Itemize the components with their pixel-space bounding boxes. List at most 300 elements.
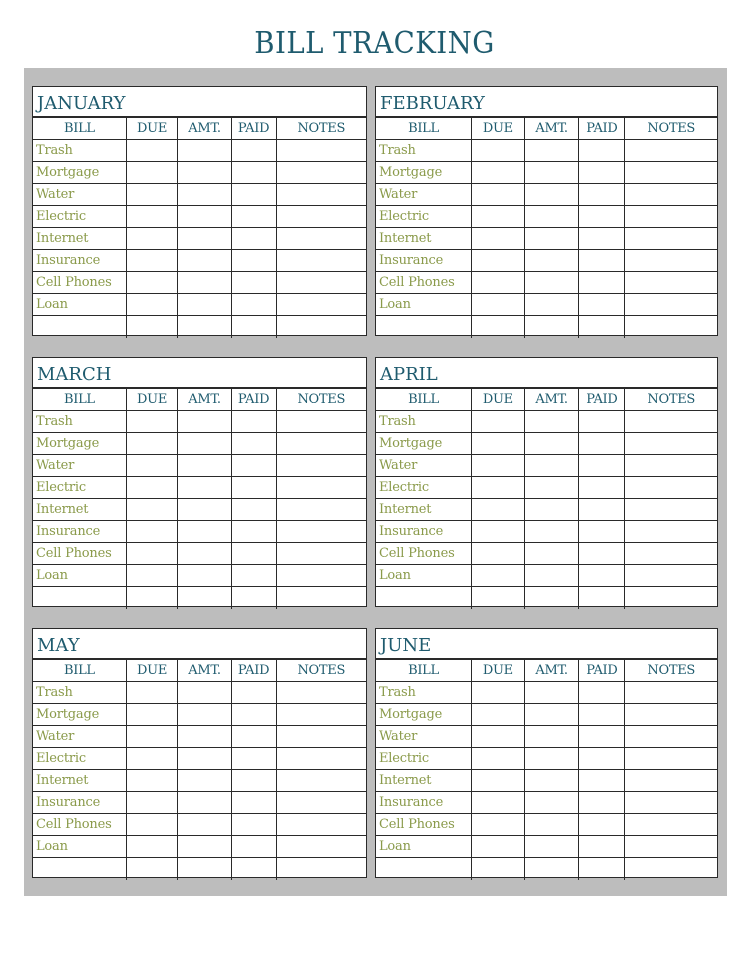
notes-cell[interactable]: [625, 858, 717, 880]
bill-label: Electric: [376, 206, 471, 228]
bill-label: Loan: [33, 565, 126, 587]
column-header: AMT.: [178, 118, 231, 140]
paid-cell[interactable]: [231, 272, 276, 294]
due-cell[interactable]: [471, 272, 524, 294]
bill-label: Insurance: [376, 521, 471, 543]
notes-cell[interactable]: [625, 726, 717, 748]
bill-label: Water: [33, 726, 126, 748]
notes-cell[interactable]: [276, 792, 366, 814]
paid-cell[interactable]: [579, 140, 625, 162]
bill-label: Mortgage: [376, 433, 471, 455]
amount-cell[interactable]: [524, 543, 579, 565]
due-cell[interactable]: [126, 814, 178, 836]
notes-cell[interactable]: [625, 770, 717, 792]
due-cell[interactable]: [471, 411, 524, 433]
paid-cell[interactable]: [231, 682, 276, 704]
column-header: BILL: [376, 389, 471, 411]
table-row: [33, 433, 366, 455]
notes-cell[interactable]: [276, 162, 366, 184]
column-header: PAID: [231, 389, 276, 411]
table-row: [376, 858, 717, 880]
amount-cell[interactable]: [524, 228, 579, 250]
amount-cell[interactable]: [178, 411, 231, 433]
bill-label: Internet: [376, 499, 471, 521]
due-cell[interactable]: [126, 433, 178, 455]
bill-label: Water: [376, 726, 471, 748]
table-row: [33, 748, 366, 770]
notes-cell[interactable]: [625, 316, 717, 338]
due-cell[interactable]: [126, 272, 178, 294]
due-cell[interactable]: [471, 814, 524, 836]
month-grid: [32, 86, 718, 878]
notes-cell[interactable]: [276, 814, 366, 836]
table-row: [33, 726, 366, 748]
due-cell[interactable]: [126, 499, 178, 521]
table-row: [376, 836, 717, 858]
bill-label: Insurance: [376, 792, 471, 814]
due-cell[interactable]: [126, 587, 178, 609]
amount-cell[interactable]: [178, 294, 231, 316]
month-card-march: [32, 357, 367, 607]
paid-cell[interactable]: [579, 770, 625, 792]
due-cell[interactable]: [126, 184, 178, 206]
notes-cell[interactable]: [276, 228, 366, 250]
due-cell[interactable]: [126, 770, 178, 792]
notes-cell[interactable]: [625, 682, 717, 704]
paid-cell[interactable]: [231, 726, 276, 748]
due-cell[interactable]: [471, 499, 524, 521]
amount-cell[interactable]: [178, 565, 231, 587]
due-cell[interactable]: [126, 455, 178, 477]
paid-cell[interactable]: [231, 162, 276, 184]
due-cell[interactable]: [471, 682, 524, 704]
notes-cell[interactable]: [625, 499, 717, 521]
bill-label: Trash: [33, 140, 126, 162]
bill-label: Mortgage: [33, 162, 126, 184]
paid-cell[interactable]: [231, 206, 276, 228]
notes-cell[interactable]: [625, 206, 717, 228]
paid-cell[interactable]: [231, 228, 276, 250]
notes-cell[interactable]: [625, 814, 717, 836]
notes-cell[interactable]: [276, 455, 366, 477]
amount-cell[interactable]: [178, 748, 231, 770]
due-cell[interactable]: [471, 250, 524, 272]
month-card-april: [375, 357, 718, 607]
due-cell[interactable]: [126, 726, 178, 748]
amount-cell[interactable]: [178, 770, 231, 792]
column-header: BILL: [33, 389, 126, 411]
amount-cell[interactable]: [178, 543, 231, 565]
paid-cell[interactable]: [231, 792, 276, 814]
amount-cell[interactable]: [178, 272, 231, 294]
column-header: NOTES: [276, 660, 366, 682]
due-cell[interactable]: [471, 477, 524, 499]
table-row: [33, 836, 366, 858]
notes-cell[interactable]: [625, 250, 717, 272]
paid-cell[interactable]: [231, 543, 276, 565]
paid-cell[interactable]: [579, 455, 625, 477]
notes-cell[interactable]: [276, 477, 366, 499]
due-cell[interactable]: [471, 316, 524, 338]
notes-cell[interactable]: [625, 565, 717, 587]
table-row: [376, 433, 717, 455]
table-row: [376, 565, 717, 587]
amount-cell[interactable]: [178, 228, 231, 250]
notes-cell[interactable]: [276, 836, 366, 858]
table-row: [33, 140, 366, 162]
amount-cell[interactable]: [178, 521, 231, 543]
paid-cell[interactable]: [579, 726, 625, 748]
notes-cell[interactable]: [276, 140, 366, 162]
table-row: [376, 455, 717, 477]
column-header: DUE: [126, 389, 178, 411]
amount-cell[interactable]: [524, 726, 579, 748]
notes-cell[interactable]: [276, 499, 366, 521]
due-cell[interactable]: [471, 543, 524, 565]
notes-cell[interactable]: [625, 411, 717, 433]
due-cell[interactable]: [126, 836, 178, 858]
column-header: AMT.: [524, 118, 579, 140]
column-header: BILL: [33, 118, 126, 140]
notes-cell[interactable]: [276, 272, 366, 294]
amount-cell[interactable]: [178, 184, 231, 206]
notes-cell[interactable]: [625, 272, 717, 294]
amount-cell[interactable]: [524, 521, 579, 543]
bill-label: Cell Phones: [376, 814, 471, 836]
column-header: AMT.: [178, 660, 231, 682]
paid-cell[interactable]: [579, 206, 625, 228]
paid-cell[interactable]: [579, 411, 625, 433]
amount-cell[interactable]: [178, 206, 231, 228]
notes-cell[interactable]: [625, 521, 717, 543]
due-cell[interactable]: [126, 250, 178, 272]
due-cell[interactable]: [471, 748, 524, 770]
paid-cell[interactable]: [579, 682, 625, 704]
amount-cell[interactable]: [524, 455, 579, 477]
bill-label: Mortgage: [33, 433, 126, 455]
notes-cell[interactable]: [625, 477, 717, 499]
paid-cell[interactable]: [579, 565, 625, 587]
bill-label: Water: [33, 455, 126, 477]
bill-label: [33, 858, 126, 880]
notes-cell[interactable]: [625, 162, 717, 184]
notes-cell[interactable]: [276, 704, 366, 726]
bill-label: Electric: [376, 477, 471, 499]
bill-label: Insurance: [33, 792, 126, 814]
bill-label: [33, 587, 126, 609]
amount-cell[interactable]: [178, 792, 231, 814]
bill-label: [33, 316, 126, 338]
paid-cell[interactable]: [231, 858, 276, 880]
amount-cell[interactable]: [178, 499, 231, 521]
table-row: [33, 206, 366, 228]
table-row: [33, 704, 366, 726]
due-cell[interactable]: [471, 858, 524, 880]
amount-cell[interactable]: [524, 748, 579, 770]
amount-cell[interactable]: [524, 499, 579, 521]
column-header: PAID: [579, 118, 625, 140]
due-cell[interactable]: [126, 206, 178, 228]
amount-cell[interactable]: [524, 792, 579, 814]
notes-cell[interactable]: [625, 140, 717, 162]
bill-label: Trash: [376, 682, 471, 704]
bill-label: [376, 858, 471, 880]
due-cell[interactable]: [126, 543, 178, 565]
due-cell[interactable]: [471, 836, 524, 858]
bill-label: Cell Phones: [376, 543, 471, 565]
paid-cell[interactable]: [579, 228, 625, 250]
due-cell[interactable]: [471, 228, 524, 250]
due-cell[interactable]: [126, 704, 178, 726]
paid-cell[interactable]: [579, 748, 625, 770]
notes-cell[interactable]: [625, 587, 717, 609]
due-cell[interactable]: [471, 792, 524, 814]
due-cell[interactable]: [471, 294, 524, 316]
due-cell[interactable]: [126, 316, 178, 338]
paid-cell[interactable]: [231, 704, 276, 726]
due-cell[interactable]: [471, 206, 524, 228]
paid-cell[interactable]: [579, 433, 625, 455]
table-row: [376, 748, 717, 770]
table-row: [33, 228, 366, 250]
table-row: [376, 162, 717, 184]
paid-cell[interactable]: [231, 294, 276, 316]
paid-cell[interactable]: [579, 836, 625, 858]
notes-cell[interactable]: [276, 316, 366, 338]
notes-cell[interactable]: [276, 565, 366, 587]
bill-label: Internet: [33, 228, 126, 250]
notes-cell[interactable]: [276, 748, 366, 770]
amount-cell[interactable]: [524, 272, 579, 294]
table-header-row: [33, 660, 366, 682]
notes-cell[interactable]: [276, 587, 366, 609]
bill-label: Electric: [33, 477, 126, 499]
paid-cell[interactable]: [231, 184, 276, 206]
amount-cell[interactable]: [524, 140, 579, 162]
due-cell[interactable]: [471, 704, 524, 726]
notes-cell[interactable]: [276, 770, 366, 792]
table-row: [376, 294, 717, 316]
bill-label: Internet: [376, 770, 471, 792]
due-cell[interactable]: [471, 184, 524, 206]
paid-cell[interactable]: [579, 162, 625, 184]
column-header: DUE: [126, 118, 178, 140]
notes-cell[interactable]: [625, 836, 717, 858]
notes-cell[interactable]: [276, 726, 366, 748]
paid-cell[interactable]: [579, 814, 625, 836]
amount-cell[interactable]: [178, 433, 231, 455]
bill-label: Water: [376, 184, 471, 206]
notes-cell[interactable]: [276, 543, 366, 565]
amount-cell[interactable]: [524, 184, 579, 206]
paid-cell[interactable]: [579, 858, 625, 880]
paid-cell[interactable]: [579, 521, 625, 543]
bill-label: Water: [33, 184, 126, 206]
column-header: PAID: [579, 660, 625, 682]
due-cell[interactable]: [471, 455, 524, 477]
bill-label: Mortgage: [33, 704, 126, 726]
month-card-january: [32, 86, 367, 336]
bill-label: Cell Phones: [33, 272, 126, 294]
paid-cell[interactable]: [231, 411, 276, 433]
amount-cell[interactable]: [178, 726, 231, 748]
bill-label: Trash: [376, 411, 471, 433]
paid-cell[interactable]: [231, 499, 276, 521]
column-header: DUE: [471, 660, 524, 682]
paid-cell[interactable]: [231, 770, 276, 792]
paid-cell[interactable]: [231, 316, 276, 338]
column-header: NOTES: [625, 389, 717, 411]
paid-cell[interactable]: [579, 587, 625, 609]
due-cell[interactable]: [471, 433, 524, 455]
paid-cell[interactable]: [579, 294, 625, 316]
amount-cell[interactable]: [524, 770, 579, 792]
paid-cell[interactable]: [231, 455, 276, 477]
bill-table: [376, 117, 717, 338]
column-header: PAID: [231, 118, 276, 140]
amount-cell[interactable]: [178, 140, 231, 162]
notes-cell[interactable]: [625, 228, 717, 250]
bill-table: [376, 659, 717, 880]
due-cell[interactable]: [471, 770, 524, 792]
table-row: [33, 565, 366, 587]
due-cell[interactable]: [471, 565, 524, 587]
table-row: [376, 228, 717, 250]
notes-cell[interactable]: [276, 250, 366, 272]
bill-label: Trash: [33, 682, 126, 704]
paid-cell[interactable]: [231, 433, 276, 455]
table-row: [376, 272, 717, 294]
column-header: PAID: [231, 660, 276, 682]
due-cell[interactable]: [126, 858, 178, 880]
due-cell[interactable]: [126, 294, 178, 316]
paid-cell[interactable]: [231, 814, 276, 836]
amount-cell[interactable]: [524, 704, 579, 726]
paid-cell[interactable]: [579, 272, 625, 294]
due-cell[interactable]: [126, 140, 178, 162]
notes-cell[interactable]: [625, 184, 717, 206]
amount-cell[interactable]: [178, 455, 231, 477]
paid-cell[interactable]: [231, 836, 276, 858]
paid-cell[interactable]: [231, 477, 276, 499]
bill-label: Electric: [33, 748, 126, 770]
bill-table: [376, 388, 717, 609]
due-cell[interactable]: [471, 140, 524, 162]
due-cell[interactable]: [126, 521, 178, 543]
paid-cell[interactable]: [231, 565, 276, 587]
due-cell[interactable]: [126, 228, 178, 250]
paid-cell[interactable]: [231, 748, 276, 770]
notes-cell[interactable]: [276, 184, 366, 206]
amount-cell[interactable]: [178, 682, 231, 704]
due-cell[interactable]: [126, 682, 178, 704]
due-cell[interactable]: [126, 565, 178, 587]
amount-cell[interactable]: [524, 294, 579, 316]
paid-cell[interactable]: [579, 499, 625, 521]
due-cell[interactable]: [471, 587, 524, 609]
amount-cell[interactable]: [178, 250, 231, 272]
table-header-row: [376, 660, 717, 682]
due-cell[interactable]: [126, 411, 178, 433]
due-cell[interactable]: [126, 477, 178, 499]
notes-cell[interactable]: [276, 682, 366, 704]
table-row: [33, 858, 366, 880]
notes-cell[interactable]: [276, 294, 366, 316]
notes-cell[interactable]: [625, 543, 717, 565]
page-title: BILL TRACKING: [254, 26, 495, 61]
amount-cell[interactable]: [178, 858, 231, 880]
bill-label: Mortgage: [376, 162, 471, 184]
paid-cell[interactable]: [579, 250, 625, 272]
amount-cell[interactable]: [524, 858, 579, 880]
due-cell[interactable]: [471, 162, 524, 184]
amount-cell[interactable]: [524, 682, 579, 704]
amount-cell[interactable]: [524, 587, 579, 609]
amount-cell[interactable]: [524, 411, 579, 433]
notes-cell[interactable]: [276, 411, 366, 433]
amount-cell[interactable]: [178, 836, 231, 858]
amount-cell[interactable]: [524, 565, 579, 587]
amount-cell[interactable]: [178, 477, 231, 499]
notes-cell[interactable]: [276, 206, 366, 228]
paid-cell[interactable]: [579, 704, 625, 726]
table-row: [33, 455, 366, 477]
paid-cell[interactable]: [231, 521, 276, 543]
amount-cell[interactable]: [178, 316, 231, 338]
table-row: [33, 587, 366, 609]
amount-cell[interactable]: [524, 250, 579, 272]
notes-cell[interactable]: [276, 433, 366, 455]
paid-cell[interactable]: [579, 316, 625, 338]
due-cell[interactable]: [126, 748, 178, 770]
table-row: [376, 411, 717, 433]
amount-cell[interactable]: [524, 433, 579, 455]
amount-cell[interactable]: [178, 162, 231, 184]
amount-cell[interactable]: [524, 206, 579, 228]
bill-label: Loan: [33, 294, 126, 316]
paid-cell[interactable]: [579, 184, 625, 206]
bill-label: Electric: [33, 206, 126, 228]
paid-cell[interactable]: [231, 587, 276, 609]
month-title: APRIL: [376, 358, 717, 388]
amount-cell[interactable]: [178, 587, 231, 609]
notes-cell[interactable]: [625, 455, 717, 477]
amount-cell[interactable]: [524, 814, 579, 836]
notes-cell[interactable]: [625, 704, 717, 726]
notes-cell[interactable]: [625, 433, 717, 455]
due-cell[interactable]: [126, 792, 178, 814]
notes-cell[interactable]: [276, 858, 366, 880]
amount-cell[interactable]: [178, 814, 231, 836]
due-cell[interactable]: [471, 726, 524, 748]
notes-cell[interactable]: [625, 748, 717, 770]
due-cell[interactable]: [471, 521, 524, 543]
paid-cell[interactable]: [579, 543, 625, 565]
notes-cell[interactable]: [625, 294, 717, 316]
amount-cell[interactable]: [178, 704, 231, 726]
paid-cell[interactable]: [579, 792, 625, 814]
paid-cell[interactable]: [231, 250, 276, 272]
notes-cell[interactable]: [276, 521, 366, 543]
notes-cell[interactable]: [625, 792, 717, 814]
paid-cell[interactable]: [231, 140, 276, 162]
due-cell[interactable]: [126, 162, 178, 184]
amount-cell[interactable]: [524, 836, 579, 858]
amount-cell[interactable]: [524, 316, 579, 338]
amount-cell[interactable]: [524, 477, 579, 499]
paid-cell[interactable]: [579, 477, 625, 499]
amount-cell[interactable]: [524, 162, 579, 184]
